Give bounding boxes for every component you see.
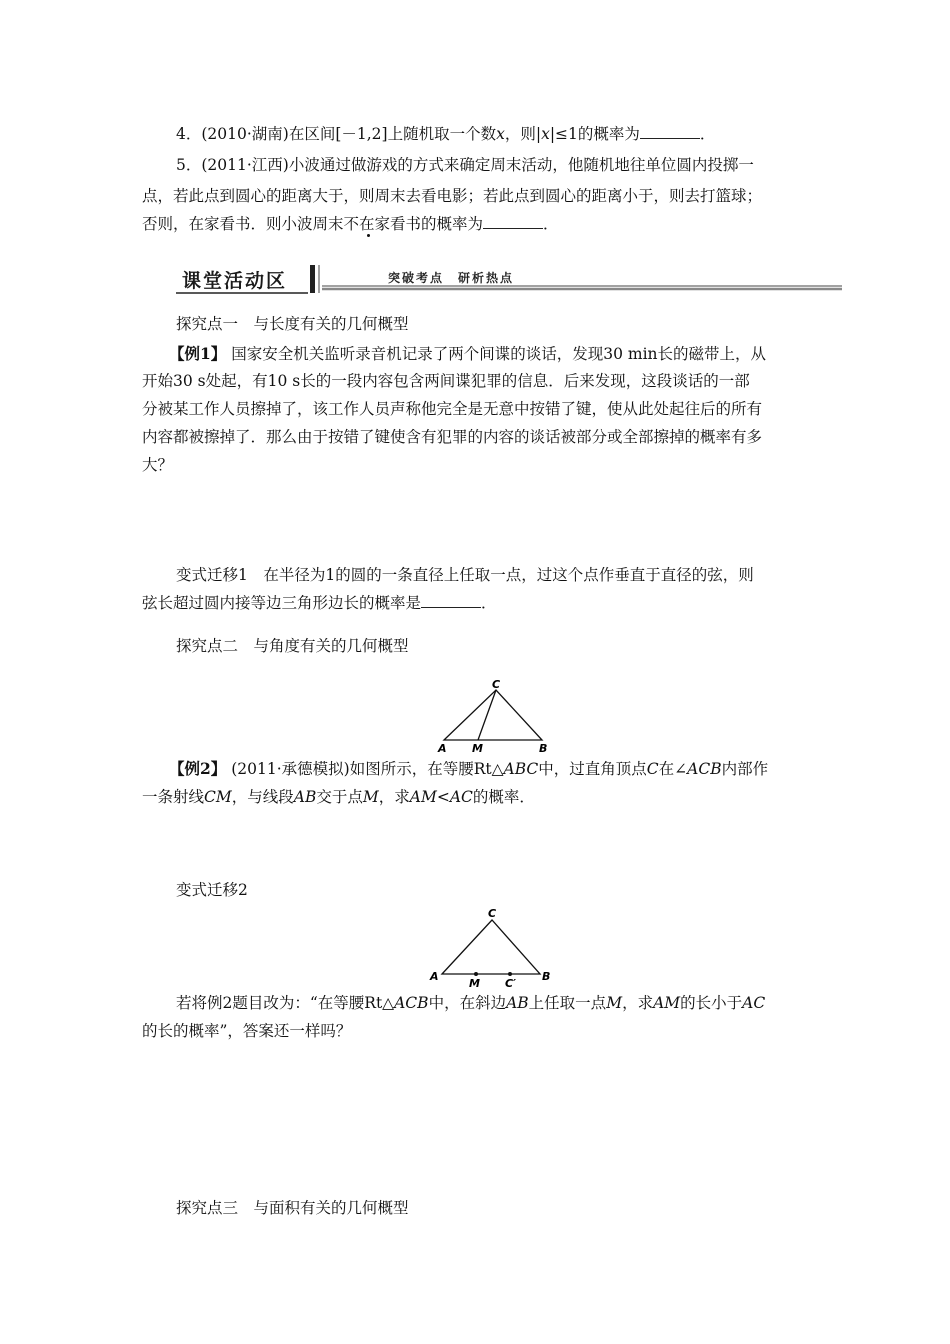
example-1-line-2: 开始30 s处起，有10 s长的一段内容包含两间谍犯罪的信息．后来发现，这段谈话的一部 [142,372,750,390]
example-2-var-c: C [646,760,659,778]
variant-2-line-1 [176,993,765,1013]
q4-text-mid: ，则| [504,125,542,143]
fig2-label-c: C [488,907,497,920]
example-1-line-5: 大？ [142,456,174,474]
triangle-figure-2 [426,906,556,988]
fig1-label-b: B [539,742,548,755]
variant-2-var-acb: ACB [394,994,429,1012]
fig2-label-m: M [469,977,480,988]
variant-2-line-2: 的长的概率”，答案还一样吗？ [142,1022,352,1040]
q4-answer-blank [640,124,700,139]
q5-line-1: 5．(2011·江西)小波通过做游戏的方式来确定周末活动，他随机地往单位圆内投掷一 [176,156,754,174]
example-2-text-7: 交于点 [316,788,363,806]
example-1-line-4: 内容都被擦掉了．那么由于按错了键使含有犯罪的内容的谈话被部分或全部擦掉的概率有多 [142,428,763,446]
fig1-label-m: M [472,742,483,755]
variant-1-line-1: 变式迁移1 在半径为1的圆的一条直径上任取一点，过这个点作垂直于直径的弦，则 [176,566,754,584]
example-2-var-acb: ACB [687,760,722,778]
variant-2-text-4: ，求 [622,994,654,1012]
section-banner [172,262,844,296]
example-2-label: 【例2】 [169,759,227,778]
variant-2-heading: 变式迁移2 [176,881,248,899]
variant-2-text-2: 中，在斜边 [428,994,507,1012]
example-2-line-1 [169,759,768,779]
example-2-var-m: M [362,788,379,806]
q5-line-3 [142,214,559,234]
example-2-var-cm: CM [204,788,232,806]
variant-2-var-ac: AC [742,994,766,1012]
question-4 [176,124,715,144]
example-2-text-9: 的概率． [472,788,535,806]
q4-text-tail: |≤1的概率为 [549,125,640,143]
q4-var-x-2: x [541,125,550,143]
example-2-text-5: 一条射线 [142,788,205,806]
variant-2-var-am: AM [653,994,681,1012]
example-2-var-ab: AB [293,788,317,806]
q4-period: ． [699,125,716,143]
example-1-line-3: 分被某工作人员擦掉了，该工作人员声称他完全是无意中按错了键，使从此处起往后的所有 [142,400,763,418]
emphasis-dot [367,234,370,237]
banner-title: 课堂活动区 [182,270,288,292]
variant-2-var-ab: AB [506,994,529,1012]
example-2-line-2 [142,787,535,807]
q4-var-x: x [496,125,505,143]
example-2-text-4: 内部作 [721,760,769,778]
example-2-text-8: ，求 [378,788,410,806]
variant-2-var-m: M [606,994,623,1012]
example-2-text-3: 在∠ [658,760,688,778]
fig2-label-a: A [430,970,439,983]
q5-line-2: 点，若此点到圆心的距离大于，则周末去看电影；若此点到圆心的距离小于，则去打篮球； [142,187,763,205]
variant-2-text: 若将例2题目改为：“在等腰Rt△ [176,994,395,1012]
fig2-label-b: B [542,970,551,983]
variant-2-text-3: 上任取一点 [528,994,607,1012]
q4-number: 4． [176,125,202,143]
q5-text: 否则，在家看书．则小波周末不在家看书的概率为 [142,215,484,233]
example-1-line-1 [169,344,766,364]
example-1-text: 国家安全机关监听录音机记录了两个间谍的谈话，发现30 min长的磁带上，从 [231,345,767,363]
variant-1-period: ． [481,594,497,612]
q4-text: (2010·湖南)在区间[－1,2]上随机取一个数 [201,125,497,143]
fig1-label-a: A [438,742,447,755]
fig1-label-c: C [492,678,501,691]
example-2-text-6: ，与线段 [231,788,294,806]
section-1-heading: 探究点一 与长度有关的几何概型 [176,315,409,333]
section-2-heading: 探究点二 与角度有关的几何概型 [176,637,409,655]
variant-1-text: 弦长超过圆内接等边三角形边长的概率是 [142,594,422,612]
example-2-text-2: 中，过直角顶点 [538,760,647,778]
q5-answer-blank [483,214,543,229]
q5-period: ． [543,215,559,233]
example-2-var-abc: ABC [503,760,539,778]
example-2-text: (2011·承德模拟)如图所示，在等腰Rt△ [231,760,504,778]
example-2-inequality: AM<AC [409,788,473,806]
section-3-heading: 探究点三 与面积有关的几何概型 [176,1199,409,1217]
variant-1-line-2 [142,593,497,613]
triangle-figure-1 [432,678,556,756]
variant-1-answer-blank [421,593,481,608]
example-1-label: 【例1】 [169,344,227,363]
fig2-label-c-prime: C′ [505,977,516,988]
banner-subtitle: 突破考点 研析热点 [388,271,515,285]
variant-2-text-5: 的长小于 [680,994,743,1012]
